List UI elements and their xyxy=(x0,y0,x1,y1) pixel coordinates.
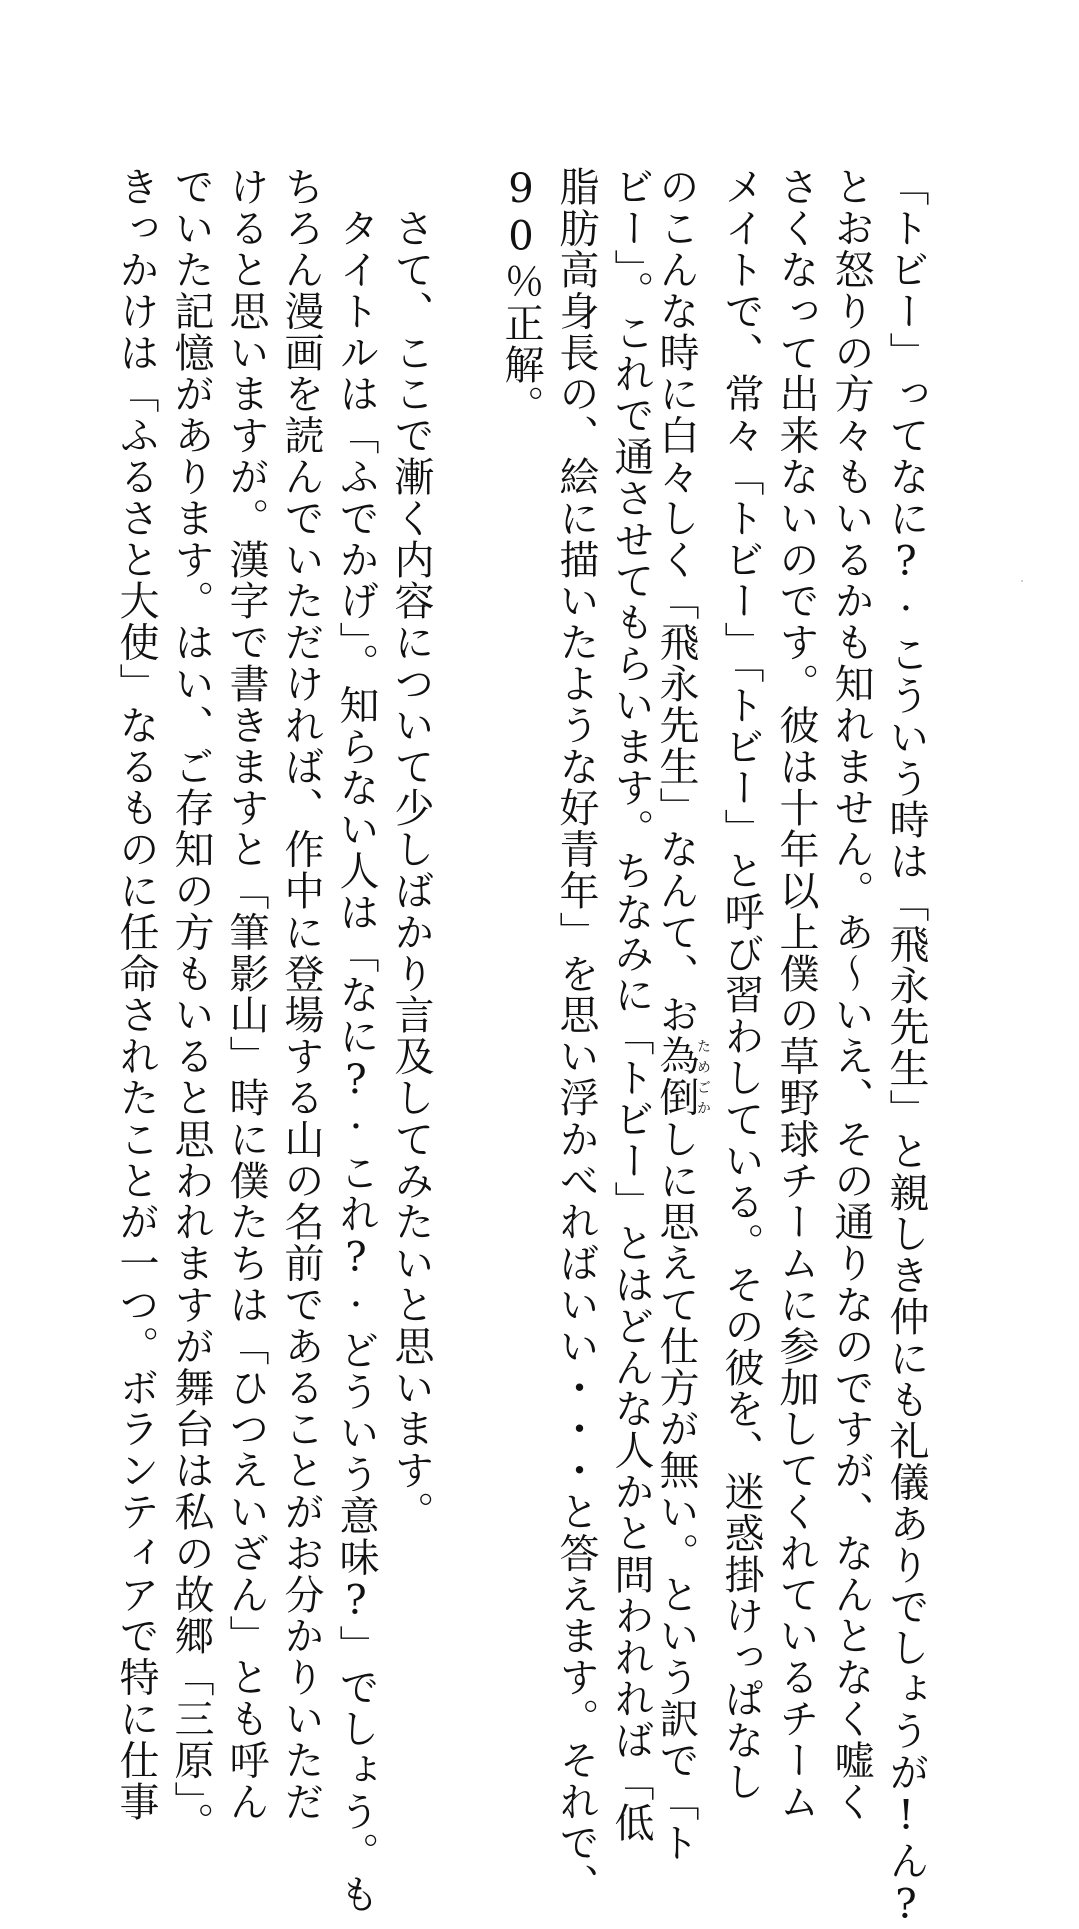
text-column-8: 90％正解。 xyxy=(498,166,544,427)
furigana-reading: ためごか xyxy=(695,1035,711,1119)
text-column-7: 脂肪高身長の、絵に描いたような好青年」を思い浮かべればいい・・・と答えます。それで、 xyxy=(553,166,599,1905)
text-column-6: ビー」。これで通させてもらいます。ちなみに「トビー」とはどんな人かと問われれば「低 xyxy=(608,166,654,1844)
text-column-13: でいた記憶があります。はい、ご存知の方もいると思われますが舞台は私の故郷「三原」。 xyxy=(168,166,214,1844)
text-column-2: とお怒りの方々もいるかも知れません。あ～いえ、その通りなのですが、なんとなく嘘く xyxy=(828,166,874,1822)
text-column-12: けると思いますが。漢字で書きますと「筆影山」時に僕たちは「ひつえいざん」とも呼ん xyxy=(223,166,269,1822)
text-column-5-part-1: のこんな時に白々しく「飛永先生」なんて、お xyxy=(653,166,699,1036)
furigana-base: 為倒 xyxy=(653,1035,699,1119)
text-column-9: さて、ここで漸く内容について少しばかり言及してみたいと思います。 xyxy=(388,166,434,1533)
text-column-3: さくなって出来ないのです。彼は十年以上僕の草野球チームに参加してくれているチーム xyxy=(773,166,819,1822)
text-column-11: ちろん漫画を読んでいただければ、作中に登場する山の名前であることがお分かりいただ xyxy=(278,166,324,1822)
paper-speck xyxy=(1021,580,1023,582)
text-column-1: 「トビー」ってなに?·こういう時は「飛永先生」と親しき仲にも礼儀ありでしょうが!ん? xyxy=(883,166,929,1929)
furigana-ruby xyxy=(653,1035,711,1119)
text-column-14: きっかけは「ふるさと大使」なるものに任命されたことが一つ。ボランティアで特に仕事 xyxy=(113,166,159,1822)
text-column-10: タイトルは「ふでかげ」。知らない人は「なに?·これ?·どういう意味?」でしょう。も xyxy=(333,166,379,1915)
text-column-4: メイトで、常々「トビー」「トビー」と呼び習わしている。その彼を、迷惑掛けっぱなし xyxy=(718,166,764,1802)
text-column-5-part-2: しに思えて仕方が無い。という訳で「ト xyxy=(653,1118,699,1864)
text-column-5 xyxy=(653,166,711,1864)
